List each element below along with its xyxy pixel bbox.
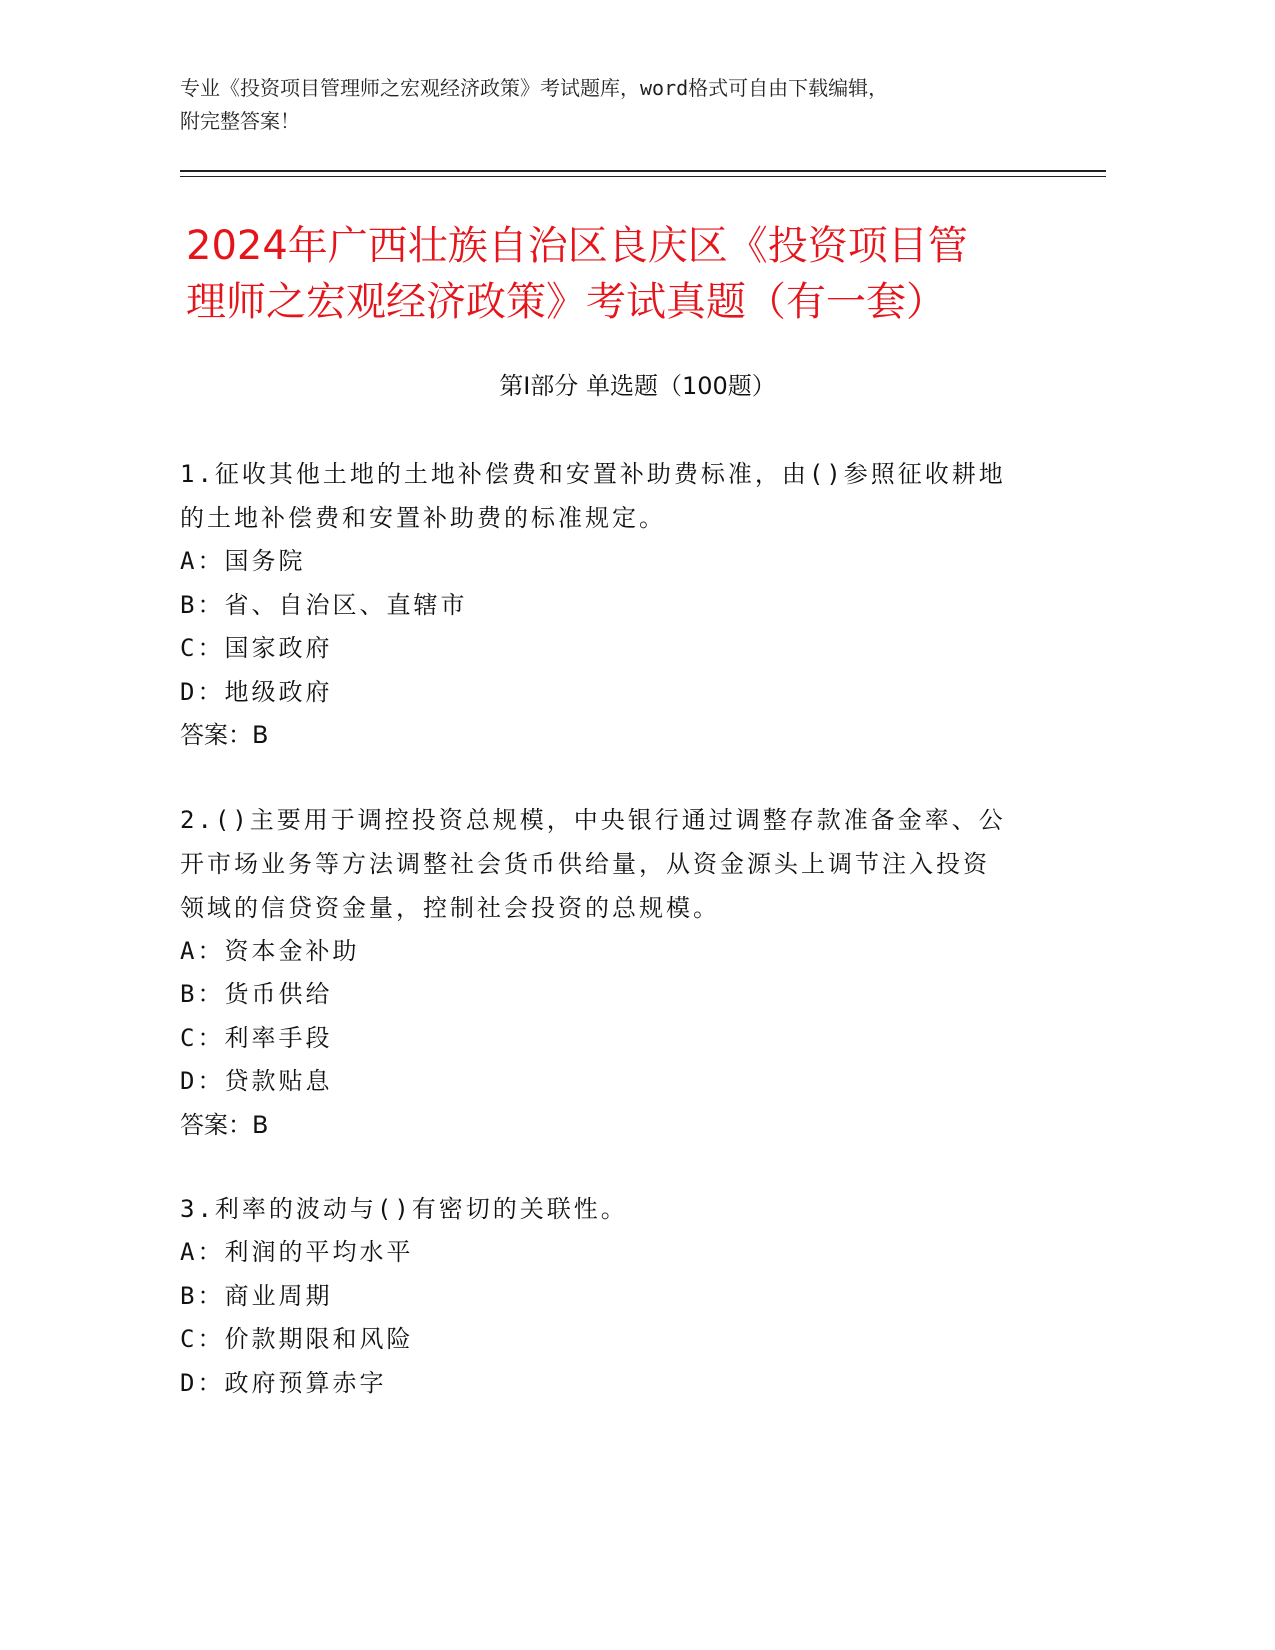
- question-1-option-c: C：国家政府: [180, 634, 333, 662]
- section-heading: 第Ⅰ部分 单选题（100题）: [499, 372, 776, 400]
- header-divider-thin: [180, 176, 1106, 177]
- question-3: [180, 1187, 1020, 1405]
- question-1-option-d: D：地级政府: [180, 677, 333, 706]
- document-title-line-2: 理师之宏观经济政策》考试真题（有一套）: [186, 279, 946, 325]
- question-3-option-b: B：商业周期: [180, 1281, 333, 1310]
- question-2-stem-line-3: 领域的信贷资金量，控制社会投资的总规模。: [180, 893, 720, 922]
- question-2-option-c: C：利率手段: [180, 1023, 333, 1052]
- question-3-option-a: A：利润的平均水平: [180, 1238, 414, 1266]
- question-2-option-a: A：资本金补助: [180, 936, 360, 965]
- question-2-stem-line-1: 2.()主要用于调控投资总规模，中央银行通过调整存款准备金率、公: [180, 805, 1006, 834]
- question-list: [180, 452, 1020, 1445]
- question-1-option-a: A：国务院: [180, 547, 306, 575]
- question-1-option-b: B：省、自治区、直辖市: [180, 590, 468, 619]
- header-divider-thick: [180, 170, 1106, 172]
- question-1-stem-line-1: 1.征收其他土地的土地补偿费和安置补助费标准，由()参照征收耕地: [180, 460, 1006, 488]
- question-3-option-c: C：价款期限和风险: [180, 1325, 414, 1353]
- question-2: [180, 798, 1020, 1148]
- question-2-answer: 答案：B: [180, 1110, 269, 1139]
- question-2-option-b: B：货币供给: [180, 980, 333, 1008]
- question-2-option-d: D：贷款贴息: [180, 1067, 333, 1095]
- header-note-line-1: 专业《投资项目管理师之宏观经济政策》考试题库，word格式可自由下载编辑，: [180, 76, 889, 100]
- document-title: [186, 218, 1086, 330]
- question-3-option-d: D：政府预算赤字: [180, 1368, 387, 1397]
- document-title-line-1: 2024年广西壮族自治区良庆区《投资项目管: [186, 223, 968, 269]
- header-note-line-2: 附完整答案！: [180, 109, 300, 133]
- question-1-answer: 答案：B: [180, 721, 269, 749]
- header-note: [180, 72, 1080, 138]
- question-2-stem-line-2: 开市场业务等方法调整社会货币供给量，从资金源头上调节注入投资: [180, 849, 990, 878]
- question-1-stem-line-2: 的土地补偿费和安置补助费的标准规定。: [180, 504, 666, 532]
- question-1: [180, 452, 1020, 758]
- question-3-stem-line-1: 3.利率的波动与()有密切的关联性。: [180, 1195, 628, 1223]
